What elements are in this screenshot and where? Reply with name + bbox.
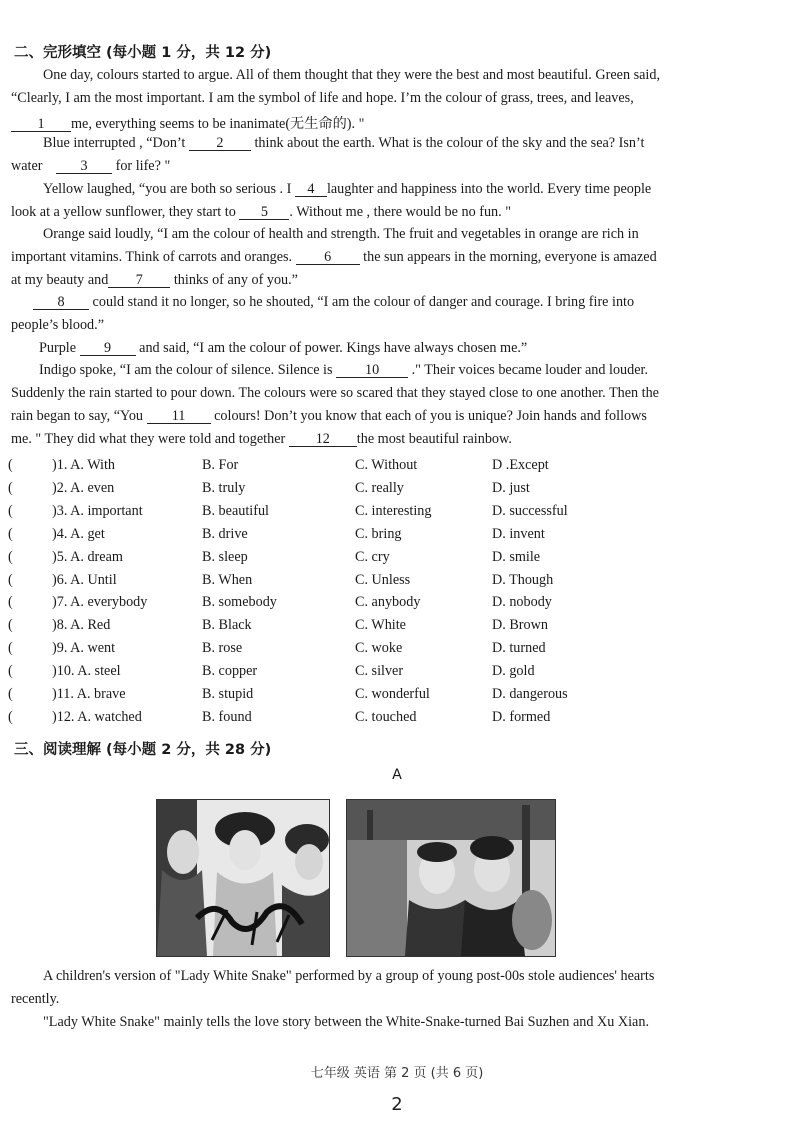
section-title-cloze: 二、完形填空 (每小题 1 分，共 12 分) [14,45,272,61]
option-a[interactable]: )11. A. brave [52,686,126,702]
option-b[interactable]: B. rose [202,640,243,657]
option-c[interactable]: C. anybody [355,594,421,611]
answer-paren: ( [8,663,13,680]
option-c[interactable]: C. cry [355,548,390,565]
option-c[interactable]: C. White [355,617,406,634]
answer-paren: ( [8,686,13,702]
blank-10[interactable]: 10 [336,363,408,378]
option-d[interactable]: D. just [492,479,530,496]
blank-6[interactable]: 6 [296,250,360,265]
option-b[interactable]: B. For [202,457,239,473]
passage-line: water 3 for life? " [11,158,171,174]
reading-line: A children's version of "Lady White Snake" performed by a group of young post-00s stole audiences' hearts [43,968,655,984]
option-b[interactable]: B. beautiful [202,502,269,519]
option-a[interactable]: )5. A. dream [52,548,123,565]
option-b[interactable]: B. copper [202,663,258,680]
option-d[interactable]: D. turned [492,640,546,657]
answer-paren: ( [8,594,13,611]
reading-line: recently. [11,991,60,1007]
blank-9[interactable]: 9 [80,341,136,356]
passage-line: One day, colours started to argue. All of them thought that they were the best and most beautiful. Green said, [43,67,660,83]
option-d[interactable]: D. smile [492,548,541,565]
option-d[interactable]: D. Brown [492,617,548,634]
answer-paren: ( [8,640,13,657]
option-row [0,526,794,548]
option-row [0,617,794,639]
option-b[interactable]: B. sleep [202,548,248,565]
option-c[interactable]: C. touched [355,708,417,725]
passage-line: Orange said loudly, “I am the colour of health and strength. The fruit and vegetables in orange are rich in [43,226,639,242]
option-a[interactable]: )3. A. important [52,502,143,519]
option-row [0,549,794,571]
option-c[interactable]: C. wonderful [355,686,430,702]
blank-2[interactable]: 2 [189,136,251,151]
answer-paren: ( [8,525,13,542]
option-row [0,709,794,731]
blank-7[interactable]: 7 [108,273,170,288]
option-b[interactable]: B. drive [202,525,248,542]
option-row [0,663,794,685]
option-a[interactable]: )9. A. went [52,640,116,657]
option-c[interactable]: C. really [355,479,404,496]
option-c[interactable]: C. silver [355,663,404,680]
passage-line: Indigo spoke, “I am the colour of silence. Silence is 10 ." Their voices became louder and louder. [39,362,649,378]
passage-line: look at a yellow sunflower, they start to 5 . Without me , there would be no fun. " [11,204,512,220]
passage-line: Suddenly the rain started to pour down. The colours were so scared that they stayed close to one another. Then the [11,385,659,401]
answer-paren: ( [8,571,13,588]
answer-paren: ( [8,457,13,473]
option-a[interactable]: )8. A. Red [52,617,111,634]
option-b[interactable]: B. truly [202,479,246,496]
option-row [0,640,794,662]
passage-line: Purple 9 and said, “I am the colour of power. Kings have always chosen me.” [39,340,528,356]
passage-line: at my beauty and 7 thinks of any of you.” [11,272,298,288]
reading-line: "Lady White Snake" mainly tells the love story between the White-Snake-turned Bai Suzhen and Xu Xian. [43,1014,649,1030]
option-d[interactable]: D. gold [492,663,535,680]
blank-12[interactable]: 12 [289,432,357,447]
option-d[interactable]: D. dangerous [492,686,568,702]
blank-5[interactable]: 5 [239,205,289,220]
page-footer-label: 七年级 英语 第 2 页 (共 6 页) [310,1066,484,1081]
option-b[interactable]: B. When [202,571,253,588]
answer-paren: ( [8,708,13,725]
option-d[interactable]: D. Though [492,571,554,588]
option-a[interactable]: )10. A. steel [52,663,121,680]
option-a[interactable]: )6. A. Until [52,571,117,588]
passage-line: Blue interrupted , “Don’t 2 think about the earth. What is the colour of the sky and the sea? Isn’t [43,135,645,151]
option-c[interactable]: C. Unless [355,571,411,588]
option-a[interactable]: )4. A. get [52,525,105,542]
option-b[interactable]: B. found [202,708,252,725]
answer-paren: ( [8,617,13,634]
blank-8[interactable]: 8 [33,295,89,310]
option-a[interactable]: )2. A. even [52,479,115,496]
option-row [0,503,794,525]
passage-line: “Clearly, I am the most important. I am the symbol of life and hope. I’m the colour of grass, trees, and leaves, [11,90,634,106]
opera-photo-right [346,799,556,957]
option-row [0,572,794,594]
blank-11[interactable]: 11 [147,409,211,424]
passage-line: me. " They did what they were told and together 12 the most beautiful rainbow. [11,431,512,447]
blank-1[interactable]: 1 [11,117,71,132]
passage-label-a: A [392,767,402,783]
option-d[interactable]: D. invent [492,525,545,542]
option-d[interactable]: D .Except [492,457,549,473]
blank-4[interactable]: 4 [295,182,327,197]
passage-line: rain began to say, “You 11 colours! Don’t you know that each of you is unique? Join hands and follows [11,408,647,424]
page-number: 2 [391,1094,403,1115]
option-c[interactable]: C. Without [355,457,418,473]
option-c[interactable]: C. woke [355,640,403,657]
answer-paren: ( [8,502,13,519]
passage-line: Yellow laughed, “you are both so serious . I 4 laughter and happiness into the world. Every time people [43,181,652,197]
option-c[interactable]: C. bring [355,525,402,542]
option-d[interactable]: D. successful [492,502,568,519]
option-d[interactable]: D. nobody [492,594,552,611]
option-b[interactable]: B. Black [202,617,252,634]
option-c[interactable]: C. interesting [355,502,432,519]
passage-line: important vitamins. Think of carrots and oranges. 6 the sun appears in the morning, everyone is amazed [11,249,657,265]
answer-paren: ( [8,548,13,565]
opera-photo-left [156,799,330,957]
option-b[interactable]: B. somebody [202,594,277,611]
passage-line: 1 me, everything seems to be inanimate(无生命的). " [11,113,364,133]
blank-3[interactable]: 3 [56,159,112,174]
section-title-reading: 三、阅读理解 (每小题 2 分，共 28 分) [14,742,272,758]
option-row [0,686,794,708]
passage-line: people’s blood.” [11,317,104,333]
passage-line: 8 could stand it no longer, so he shouted, “I am the colour of danger and courage. I bring fire into [33,294,634,311]
option-b[interactable]: B. stupid [202,686,254,702]
option-d[interactable]: D. formed [492,708,551,725]
answer-paren: ( [8,479,13,496]
option-row [0,594,794,616]
option-a[interactable]: )7. A. everybody [52,594,148,611]
option-row [0,457,794,479]
option-row [0,480,794,502]
option-a[interactable]: )12. A. watched [52,708,142,725]
option-a[interactable]: )1. A. With [52,457,116,473]
